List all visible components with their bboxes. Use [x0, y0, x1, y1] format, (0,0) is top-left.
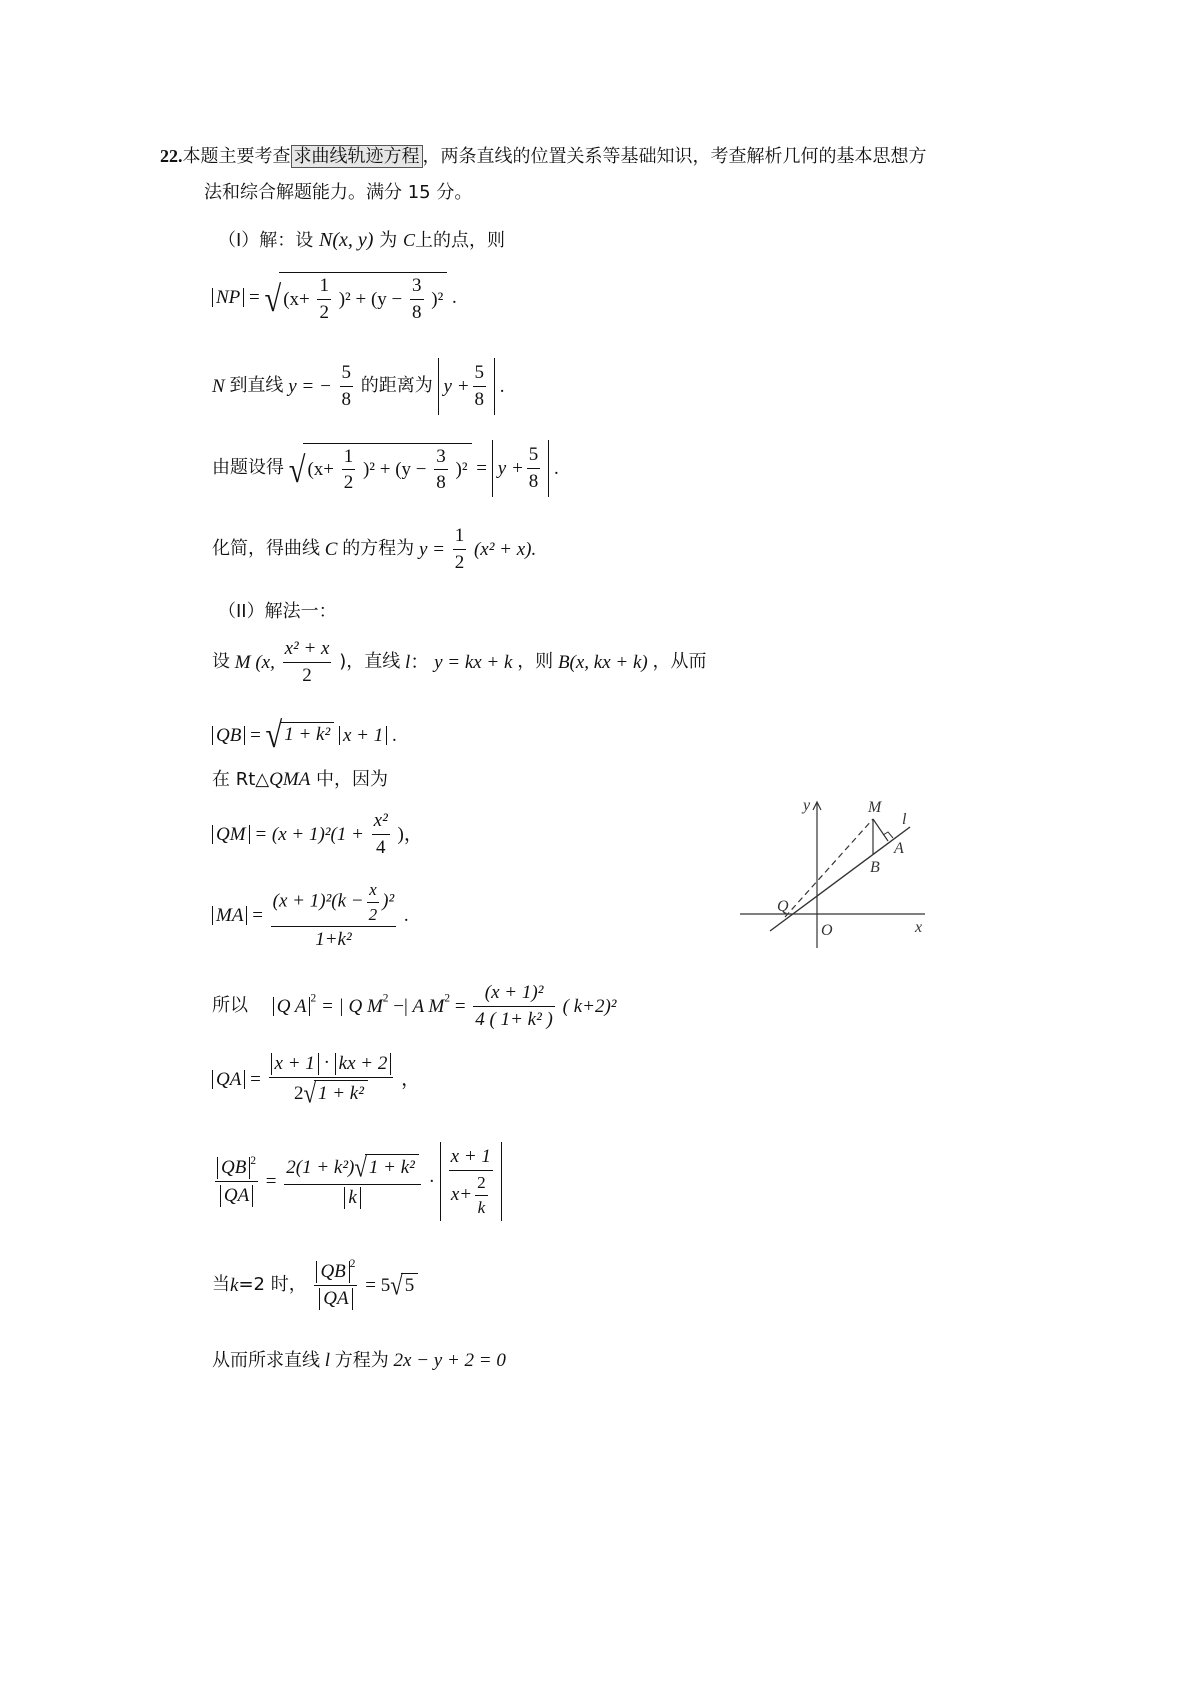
problem-header: 22.本题主要考查 求曲线轨迹方程 ，两条直线的位置关系等基础知识，考查解析几何的基本思想方	[160, 146, 927, 167]
geometry-figure	[735, 790, 940, 955]
rt-triangle-line: 在 Rt△QMA 中，因为	[212, 769, 389, 790]
qa-equation: QA = $\frac{x + 1 \cdot kx + 2}{\text{2√ 1 + k²}}$ ，	[212, 1052, 420, 1107]
label-l: l	[902, 811, 907, 828]
line-l	[770, 827, 910, 931]
distance-line: N 到直线 y = − $\frac{5}{8}$ 的距离为 y + $\frac{5}{8}$ .	[212, 358, 505, 415]
set-m-line: 设 M (x, $\frac{\text{x² + x}}{2}$ )，直线 l： y = kx + k ，则 B(x, kx + k) ，从而	[212, 638, 707, 686]
label-m: M	[868, 799, 882, 816]
ratio-equation: $\frac{QB ^2}{QA}$ = $\frac{\text{2(1 + k²)√ 1 + k²}}{k}$ · x + 1 x+ $\frac{2}{k}$	[212, 1142, 502, 1221]
part2-title: （II）解法一：	[218, 601, 337, 622]
highlighted-term: 求曲线轨迹方程	[291, 145, 423, 168]
ma-equation: MA = (x + 1)²(k − $\frac{x}{2}$ )² 1+k² .	[212, 880, 409, 951]
label-y: y	[803, 797, 811, 814]
simplified-equation: 化简，得曲线 C 的方程为 y = $\frac{1}{2}$ (x² + x).	[212, 525, 537, 573]
label-x: x	[915, 919, 923, 936]
qa-squared-line: 所以 Q A $^2$ = | Q $M^2$ −| A $M^2$ = $\frac{\text{(x + 1)²}}{\text{4 ( 1+ k² )}}$ ( k+2)²	[212, 982, 617, 1030]
final-answer: 从而所求直线 l 方程为 2x − y + 2 = 0	[212, 1349, 506, 1372]
problem-number: 22.	[160, 146, 183, 166]
k-equals-two-line: 当k=2 时， $\frac{QB ^2}{QA}$ = 5√ 5	[212, 1260, 418, 1310]
qm-equation: QM = (x + 1)²(1 + $\frac{\text{x²}}{4}$ )，	[212, 810, 423, 859]
label-b: B	[870, 859, 880, 876]
label-a: A	[894, 840, 904, 857]
np-equation: NP = √ (x+ $\frac{1}{2}$ )² + (y − $\frac{3}{8}$ )² .	[212, 272, 457, 324]
sqrt: √ (x+ $\frac{1}{2}$ )² + (y − $\frac{3}{8}$ )²	[265, 272, 448, 324]
problem-header-line2: 法和综合解题能力。满分 15 分。	[204, 182, 473, 203]
segment-ma	[873, 819, 888, 841]
qb-equation: QB = √ 1 + k² x + 1 .	[212, 720, 397, 750]
part1-title: （I）解：设 N(x, y) 为 C上的点，则	[218, 229, 505, 251]
label-o: O	[821, 922, 833, 939]
label-q: Q	[777, 898, 789, 915]
dashed-qm	[785, 819, 873, 917]
condition-equation: 由题设得 √ (x+ $\frac{1}{2}$ )² + (y − $\frac{3}{8}$ )² = y + $\frac{5}{8}$ .	[212, 440, 559, 497]
